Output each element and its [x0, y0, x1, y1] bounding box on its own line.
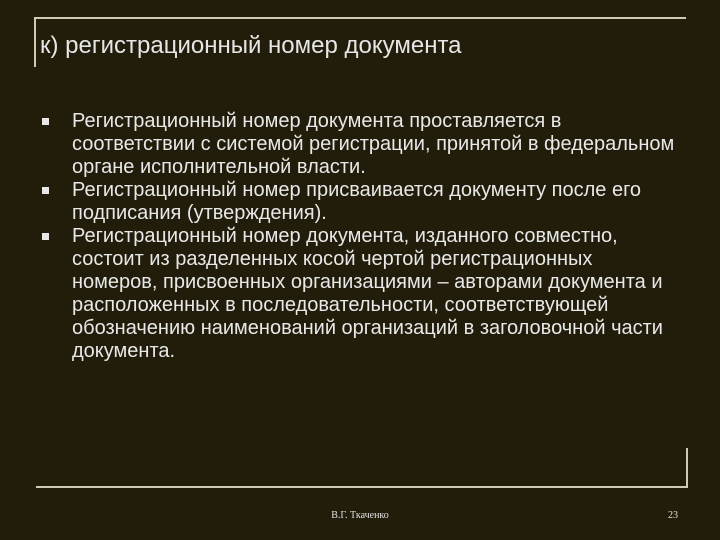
- slide-title: к) регистрационный номер документа: [40, 32, 462, 59]
- list-item: [36, 225, 676, 363]
- list-item: [36, 179, 676, 225]
- top-frame-line: [34, 17, 686, 19]
- square-bullet-icon: [42, 187, 49, 194]
- bottom-frame-line: [36, 486, 686, 488]
- list-item: [36, 110, 676, 179]
- left-frame-line: [34, 17, 36, 67]
- square-bullet-icon: [42, 233, 49, 240]
- bullet-text: Регистрационный номер присваивается документу после его подписания (утверждения).: [72, 179, 642, 224]
- square-bullet-icon: [42, 118, 49, 125]
- bullet-text: Регистрационный номер документа, изданного совместно, состоит из разделенных косой чертой регистрационных номеров, присвоенных организациями – авторами документа и расположенных в последовательности, соответствующей обозначению наименований организаций в заголовочной части документа.: [72, 225, 663, 362]
- right-frame-line: [686, 448, 688, 488]
- bullet-text: Регистрационный номер документа проставляется в соответствии с системой регистрации, принятой в федеральном органе исполнительной власти.: [72, 110, 675, 178]
- bullet-list: [36, 110, 676, 363]
- page-number: 23: [668, 510, 678, 521]
- footer-author: В.Г. Ткаченко: [331, 510, 389, 521]
